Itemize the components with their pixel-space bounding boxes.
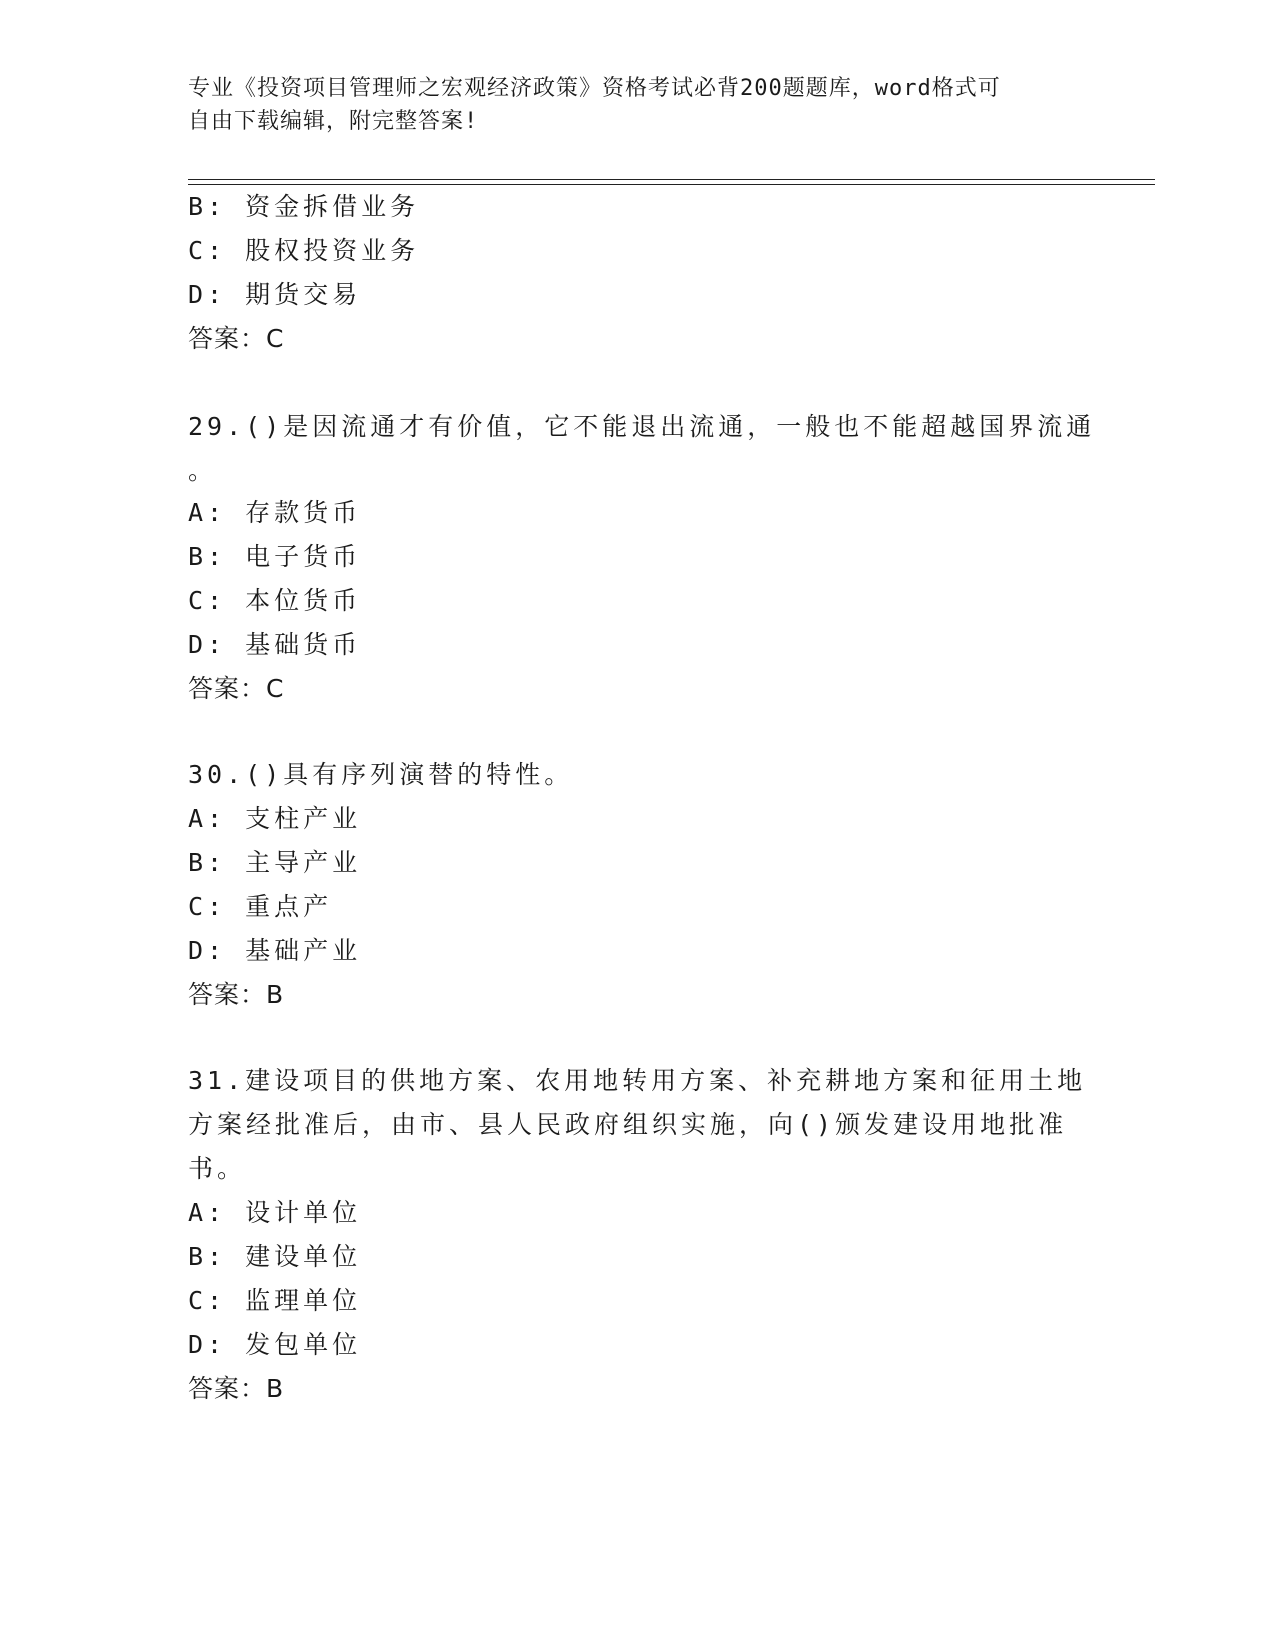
q28-option-d: D: 期货交易 [188,280,362,309]
q30-answer: 答案：B [188,980,285,1009]
q29-option-b: B: 电子货币 [188,542,362,571]
q31-stem-line-1: 31.建设项目的供地方案、农用地转用方案、补充耕地方案和征用土地 [188,1066,1087,1095]
q30-option-c: C: 重点产 [188,892,333,921]
q29-option-a: A: 存款货币 [188,498,362,527]
q30-option-b: B: 主导产业 [188,848,362,877]
document-header [188,72,1068,138]
header-divider-bottom [188,184,1155,185]
q30-option-d: D: 基础产业 [188,936,362,965]
q29-answer: 答案：C [188,674,285,703]
q31-stem-line-3: 书。 [188,1154,247,1183]
q31-option-d: D: 发包单位 [188,1330,362,1359]
q31-option-b: B: 建设单位 [188,1242,362,1271]
q30-stem-line-1: 30.()具有序列演替的特性。 [188,760,574,789]
header-title-line-2: 自由下载编辑，附完整答案! [188,109,479,134]
q28-option-c: C: 股权投资业务 [188,236,420,265]
q31-option-c: C: 监理单位 [188,1286,362,1315]
q29-option-c: C: 本位货币 [188,586,362,615]
q28-option-b: B: 资金拆借业务 [188,192,420,221]
q30-option-a: A: 支柱产业 [188,804,362,833]
q29-stem-line-1: 29.()是因流通才有价值，它不能退出流通，一般也不能超越国界流通 [188,412,1096,441]
header-title-line-1: 专业《投资项目管理师之宏观经济政策》资格考试必背200题题库，word格式可 [188,76,1001,101]
q31-option-a: A: 设计单位 [188,1198,362,1227]
q28-answer: 答案：C [188,324,285,353]
q29-option-d: D: 基础货币 [188,630,362,659]
q31-stem-line-2: 方案经批准后，由市、县人民政府组织实施，向()颁发建设用地批准 [188,1110,1068,1139]
q31-answer: 答案：B [188,1374,285,1403]
header-divider-top [188,179,1155,180]
q29-stem-line-2: 。 [188,456,218,485]
